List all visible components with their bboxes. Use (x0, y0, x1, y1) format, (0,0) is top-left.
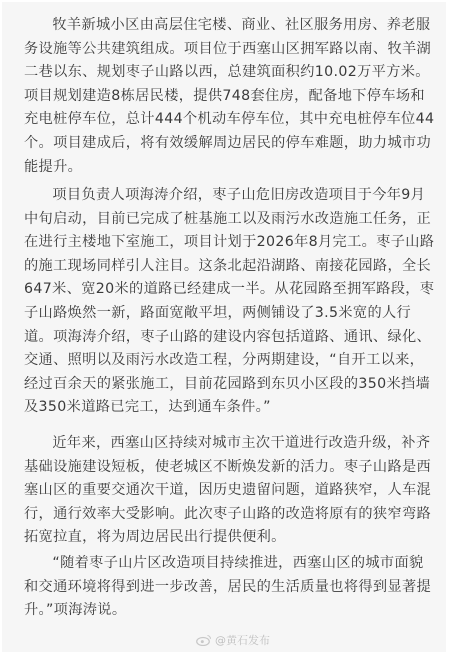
watermark (196, 632, 270, 648)
article-card (2, 2, 446, 652)
article-paragraph-4: “随着枣子山片区改造项目持续推进，西塞山区的城市面貌和交通环境将得到进一步改善，居民的生活质量也将得到显著提升。”项海涛说。 (24, 555, 432, 619)
article-paragraph-2: 项目负责人项海涛介绍，枣子山危旧房改造项目于今年9月中旬启动，目前已完成了桩基施工以及雨污水改造施工任务，正在进行主楼地下室施工，项目计划于2026年8月完工。枣子山路的施工现场同样引人注目。这条北起沿湖路、南接花园路，全长647米、宽20米的道路已经建成一半。从花园路至拥军路段，枣子山路焕然一新，路面宽敞平坦，两侧铺设了3.5米宽的人行道。项海涛介绍，枣子山路的建设内容包括道路、通讯、绿化、交通、照明以及雨污水改造工程，分两期建设，“自开工以来，经过百余天的紧张施工，目前花园路到东贝小区段的350米挡墙及350米道路已完工，达到通车条件。” (24, 187, 435, 416)
article-paragraph-3: 近年来，西塞山区持续对城市主次干道进行改造升级，补齐基础设施建设短板，使老城区不断焕发新的活力。枣子山路是西塞山区的重要交通次干道，因历史遗留问题，道路狭窄，人车混行，通行效率大受影响。此次枣子山路的改造将原有的狭窄弯路拓宽拉直，将为周边居民出行提供便利。 (24, 435, 432, 546)
weibo-logo-icon (196, 634, 212, 646)
watermark-text: @黄石发布 (215, 634, 270, 647)
article-paragraph-1: 牧羊新城小区由高层住宅楼、商业、社区服务用房、养老服务设施等公共建筑组成。项目位于西塞山区拥军路以南、牧羊湖二巷以东、规划枣子山路以西，总建筑面积约10.02万平方米。项目规划建造8栋居民楼，提供748套住房，配备地下停车场和充电桩停车位，总计444个机动车停车位，其中充电桩停车位44个。项目建成后，将有效缓解周边居民的停车难题，助力城市功能提升。 (24, 17, 435, 175)
